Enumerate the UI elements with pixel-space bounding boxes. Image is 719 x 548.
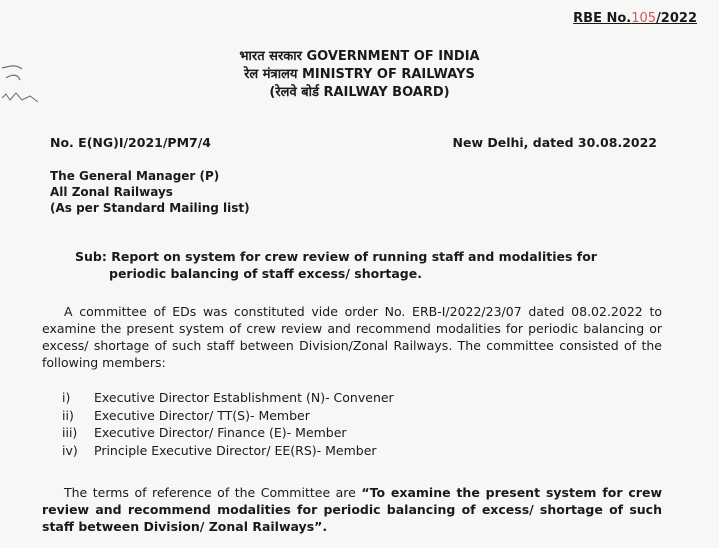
list-text: Principle Executive Director/ EE(RS)- Member xyxy=(94,442,377,458)
reference-number: No. E(NG)I/2021/PM7/4 xyxy=(50,135,211,150)
list-text: Executive Director/ Finance (E)- Member xyxy=(94,425,347,440)
addressee xyxy=(50,168,250,216)
list-text: Executive Director Establishment (N)- Convener xyxy=(94,390,394,405)
list-item xyxy=(62,389,394,407)
letterhead-line-3: (रेलवे बोर्ड RAILWAY BOARD) xyxy=(269,85,450,100)
rbe-handwritten-number: 105 xyxy=(631,11,657,26)
date-line: New Delhi, dated 30.08.2022 xyxy=(452,135,657,150)
addressee-line-3: (As per Standard Mailing list) xyxy=(50,201,250,215)
list-text: Executive Director/ TT(S)- Member xyxy=(94,407,310,423)
list-item xyxy=(62,407,394,425)
rbe-prefix: RBE No. xyxy=(573,11,632,26)
addressee-line-1: The General Manager (P) xyxy=(50,169,220,183)
list-item xyxy=(62,424,394,442)
paragraph-1 xyxy=(42,303,662,371)
letterhead xyxy=(0,48,719,102)
rbe-number xyxy=(573,11,697,26)
subject-line-1: Report on system for crew review of running staff and modalities for xyxy=(111,249,597,264)
list-numeral: iii) xyxy=(62,425,78,440)
list-numeral: ii) xyxy=(62,407,74,423)
subject-label: Sub: xyxy=(75,249,107,264)
paragraph-2-lead: The terms of reference of the Committee are xyxy=(64,485,362,500)
list-numeral: i) xyxy=(62,390,71,405)
letterhead-line-1: भारत सरकार GOVERNMENT OF INDIA xyxy=(239,49,480,64)
letterhead-line-2: रेल मंत्रालय MINISTRY OF RAILWAYS xyxy=(244,67,475,82)
paragraph-2 xyxy=(42,484,662,535)
subject xyxy=(75,248,660,282)
addressee-line-2: All Zonal Railways xyxy=(50,185,173,199)
rbe-suffix: /2022 xyxy=(656,11,697,26)
subject-line-2: periodic balancing of staff excess/ shortage. xyxy=(109,266,422,281)
members-list xyxy=(62,389,394,459)
paragraph-2-quote: “To examine the present system for crew review and recommend modalities for periodic balancing of excess/ shortage of such staff between Division/ Zonal Railways”. xyxy=(42,485,662,534)
list-numeral: iv) xyxy=(62,442,78,458)
paragraph-1-text: A committee of EDs was constituted vide order No. ERB-I/2022/23/07 dated 08.02.2022 to examine the present system of crew review and recommend modalities for periodic balancing or excess/ shortage of such staff between Division/Zonal Railways. The committee consisted of the following members: xyxy=(42,304,662,370)
list-item xyxy=(62,442,394,460)
